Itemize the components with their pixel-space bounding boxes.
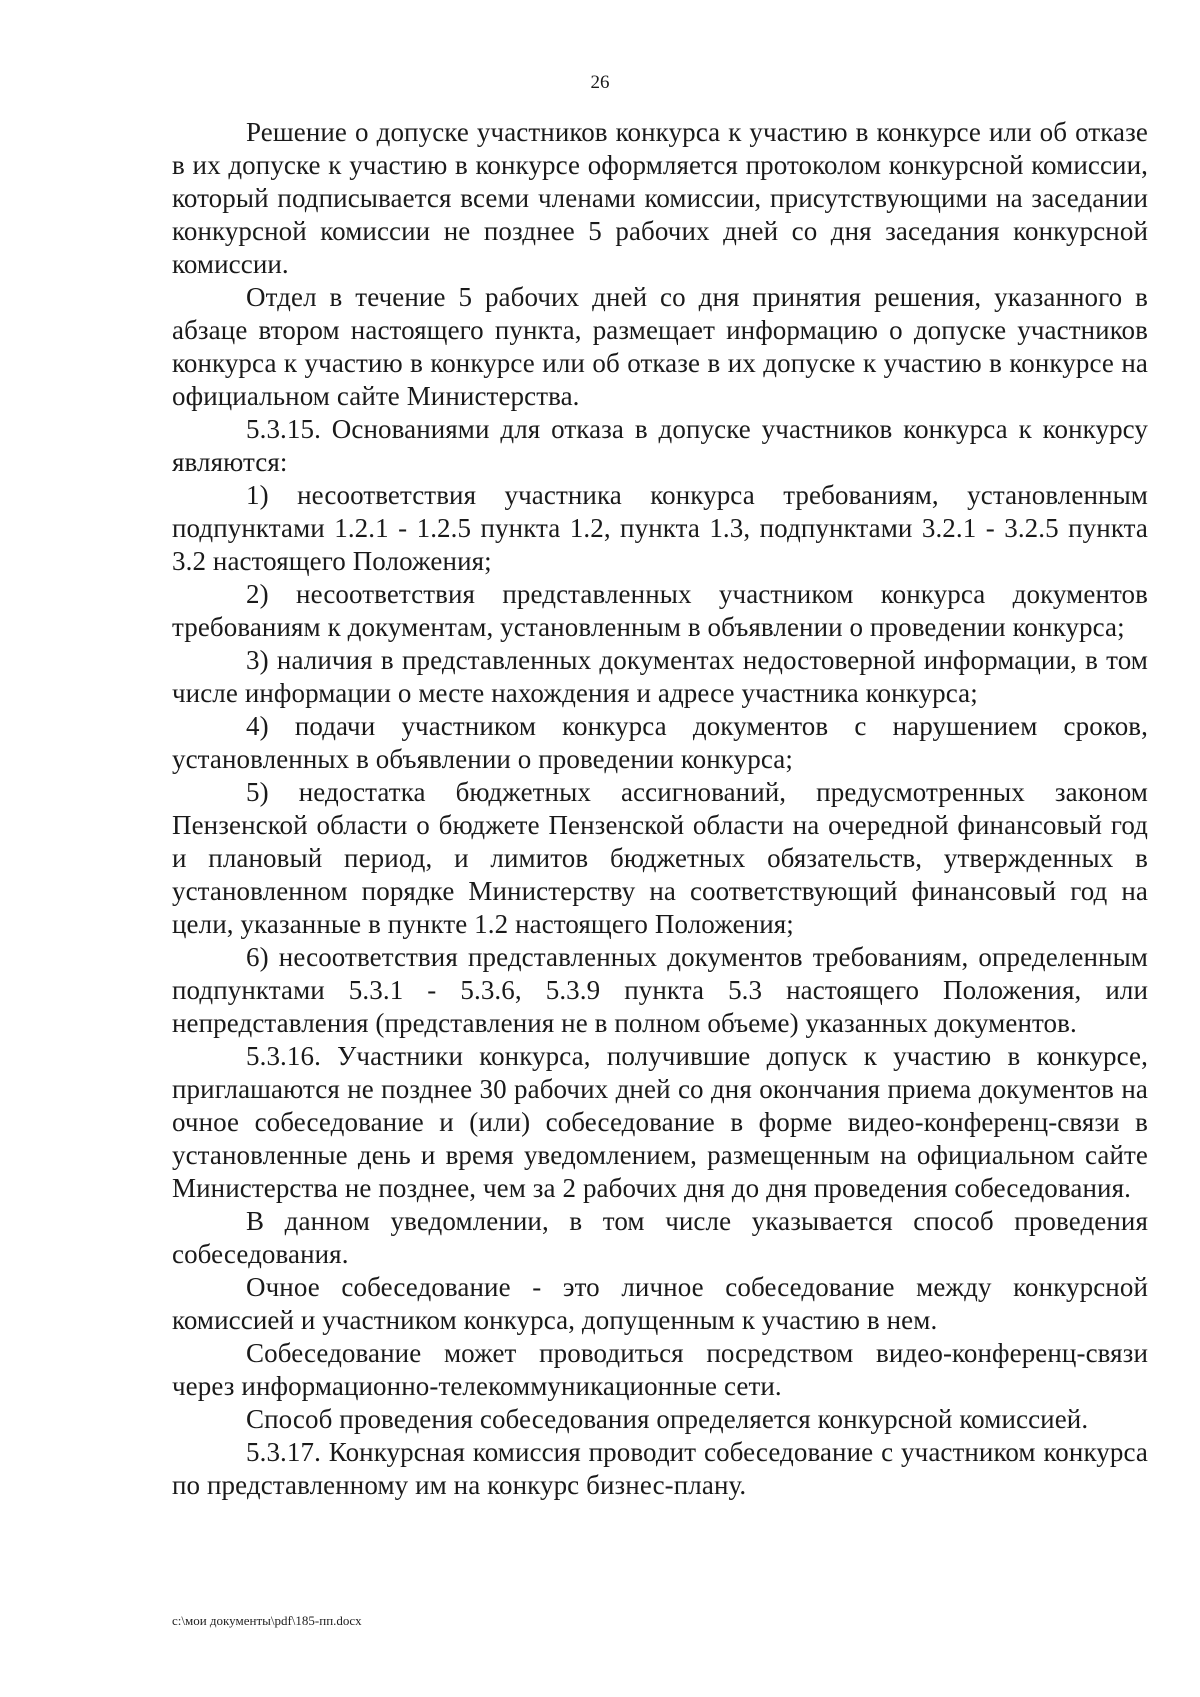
list-item-1: 1) несоответствия участника конкурса требованиям, установленным подпунктами 1.2.1 - 1.2.5 пункта 1.2, пункта 1.3, подпунктами 3.2.1 - 3.2.5 пункта 3.2 настоящего Положения; <box>172 480 1148 576</box>
paragraph-5-3-15: 5.3.15. Основаниями для отказа в допуске участников конкурса к конкурсу являются: <box>172 414 1148 477</box>
paragraph-in-person-interview: Очное собеседование - это личное собеседование между конкурсной комиссией и участником конкурса, допущенным к участию в нем. <box>172 1272 1148 1335</box>
paragraph-department-publication: Отдел в течение 5 рабочих дней со дня принятия решения, указанного в абзаце втором настоящего пункта, размещает информацию о допуске участников конкурса к участию в конкурсе или об отказе в их допуске к участию в конкурсе на официальном сайте Министерства. <box>172 282 1148 411</box>
page-number: 26 <box>590 72 610 93</box>
paragraph-admission-decision: Решение о допуске участников конкурса к участию в конкурсе или об отказе в их допуске к участию в конкурсе оформляется протоколом конкурсной комиссии, который подписывается всеми членами комиссии, присутствующими на заседании конкурсной комиссии не позднее 5 рабочих дней со дня заседания конкурсной комиссии. <box>172 117 1148 279</box>
list-item-4: 4) подачи участником конкурса документов с нарушением сроков, установленных в объявлении о проведении конкурса; <box>172 711 1148 774</box>
paragraph-method-determined: Способ проведения собеседования определяется конкурсной комиссией. <box>246 1404 1089 1434</box>
list-item-3: 3) наличия в представленных документах недостоверной информации, в том числе информации о месте нахождения и адресе участника конкурса; <box>172 645 1148 708</box>
list-item-2: 2) несоответствия представленных участником конкурса документов требованиям к документам, установленным в объявлении о проведении конкурса; <box>172 579 1148 642</box>
list-item-6: 6) несоответствия представленных документов требованиям, определенным подпунктами 5.3.1 - 5.3.6, 5.3.9 пункта 5.3 настоящего Положения, или непредставления (представления не в полном объеме) указанных документов. <box>172 942 1148 1038</box>
document-body <box>172 116 1148 1502</box>
footer-file-path: c:\мои документы\pdf\185-пп.docx <box>172 1613 362 1628</box>
paragraph-5-3-16: 5.3.16. Участники конкурса, получившие допуск к участию в конкурсе, приглашаются не позднее 30 рабочих дней со дня окончания приема документов на очное собеседование и (или) собеседование в форме видео-конференц-связи в установленные день и время уведомлением, размещенным на официальном сайте Министерства не позднее, чем за 2 рабочих дня до дня проведения собеседования. <box>172 1041 1148 1203</box>
paragraph-5-3-17: 5.3.17. Конкурсная комиссия проводит собеседование с участником конкурса по представленному им на конкурс бизнес-плану. <box>172 1437 1148 1500</box>
paragraph-notice-method: В данном уведомлении, в том числе указывается способ проведения собеседования. <box>172 1206 1148 1269</box>
paragraph-video-interview: Собеседование может проводиться посредством видео-конференц-связи через информационно-телекоммуникационные сети. <box>172 1338 1148 1401</box>
list-item-5: 5) недостатка бюджетных ассигнований, предусмотренных законом Пензенской области о бюджете Пензенской области на очередной финансовый год и плановый период, и лимитов бюджетных обязательств, утвержденных в установленном порядке Министерству на соответствующий финансовый год на цели, указанные в пункте 1.2 настоящего Положения; <box>172 777 1148 939</box>
